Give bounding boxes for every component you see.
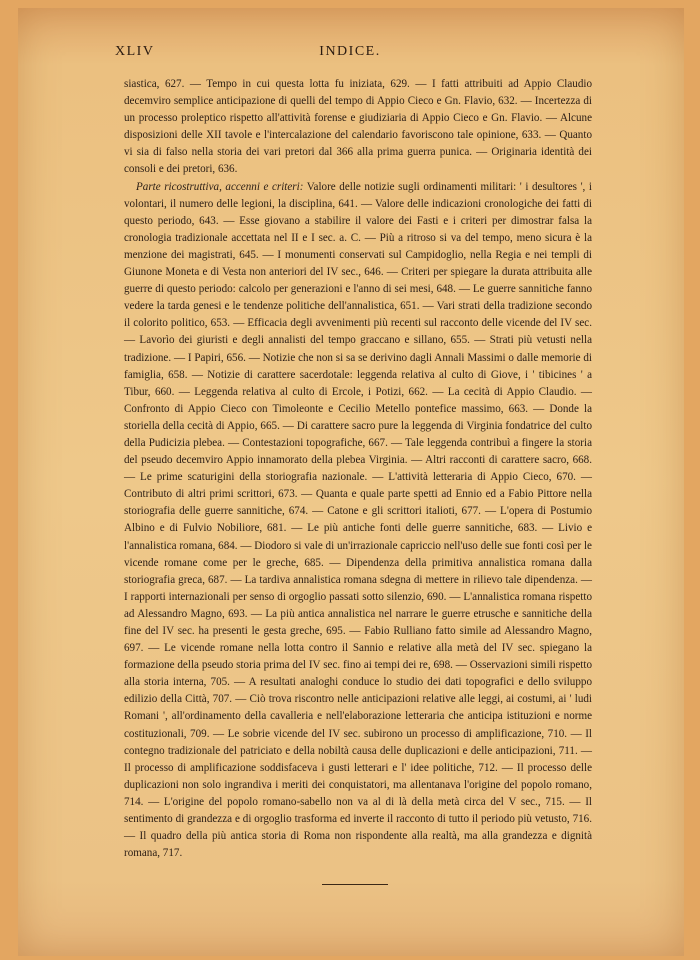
page-header (115, 44, 585, 64)
index-paragraph-1 (124, 76, 592, 179)
page-number: XLIV (115, 44, 155, 59)
paragraph-1-text: siastica, 627. — Tempo in cui questa lotta fu iniziata, 629. — I fatti attribuiti ad Appio Claudio decemviro semplice anticipazione di quelli del tempo di Appio Cieco e Gn. Flavio, 632. — Incertezza di un processo proleptico rispetto all'attività forense e giudiziaria di Appio Cieco e Gn. Flavio. — Alcune disposizioni delle XII tavole e l'intercalazione del calendario favoriscono tale opinione, 633. — Quanto vi sia di falso nella storia dei vari pretori dal 366 alla prima guerra punica. — Originaria identità dei consoli e dei pretori, 636. (124, 78, 592, 176)
page-title: INDICE. (319, 44, 381, 59)
closing-rule (322, 884, 388, 885)
section-heading: Parte ricostruttiva, accenni e criteri: (136, 180, 304, 193)
paragraph-2-text: Valore delle notizie sugli ordinamenti militari: ' i desultores ', i volontari, il numero delle legioni, la disciplina, 641. — Valore delle indicazioni cronologiche dei fatti di questo periodo, 643. — Esse giovano a stabilire il valore dei Fasti e i criteri per dimostrar falsa la cronologia tradizionale accettata nel II e I sec. a. C. — Più a ritroso si va del tempo, meno sicura è la menzione dei magistrati, 645. — I monumenti conservati sul Campidoglio, nella Regia e nei templi di Giunone Moneta e di Vesta non anteriori del IV sec., 646. — Criteri per spiegare la durata attribuita alle guerre di questo periodo: calcolo per generazioni e l'anno di sei mesi, 648. — Le guerre sannitiche fanno vedere la tarda genesi e le tendenze politiche dell'annalistica, 651. — Vari strati della tradizione secondo il colorito politico, 653. — Efficacia degli avvenimenti più recenti sul racconto delle vicende del IV sec. — Lavorìo dei giuristi e degli annalisti del tempo graccano e sillano, 655. — Strati più vetusti nella tradizione. — I Papiri, 656. — Notizie che non si sa se derivino dagli Annali Massimi o dalle memorie di famiglia, 658. — Notizie di carattere sacerdotale: leggenda relativa al culto di Giove, i ' tibicines ' a Tibur, 660. — Leggenda relativa al culto di Ercole, i Potizi, 662. — La cecità di Appio Claudio. — Confronto di Appio Cieco con Timoleonte e Cecilio Metello pontefice massimo, 663. — Donde la storiella della cecità di Appio, 665. — Di carattere sacro pure la leggenda di Virginia fondatrice del culto della Pudicizia plebea. — Contestazioni topografiche, 667. — Tale leggenda contribuì a fingere la storia del pseudo decemviro Appio innamorato della plebea Virginia. — Altri racconti di carattere sacro, 668. — Le prime scaturigini della storiografia nazionale. — L'attività letteraria di Appio Cieco, 670. — Contributo di altri primi scrittori, 673. — Quanta e quale parte spetti ad Ennio ed a Fabio Pittore nella storiografia delle guerre sannitiche, 674. — Catone e gli scrittori italioti, 677. — L'opera di Postumio Albino e di Fulvio Nobiliore, 681. — Le più antiche fonti delle guerre sannitiche, 683. — Livio e l'annalistica romana, 684. — Diodoro si vale di un'irrazionale capriccio nell'uso delle sue fonti così per le vicende romane come per le greche, 685. — Dipendenza della primitiva annalistica romana dalla storiografia greca, 687. — La tardiva annalistica romana sdegna di mettere in rilievo tale dipendenza. — I rapporti internazionali per senso di orgoglio passati sotto silenzio, 690. — L'annalistica romana rispetto ad Alessandro Magno, 693. — La più antica annalistica nel narrare le guerre etrusche e sannitiche della fine del IV sec. ha presenti le gesta greche, 695. — Fabio Rulliano fatto simile ad Alessandro Magno, 697. — Le vicende romane nella lotta contro il Sannio e relative alla metà del IV sec. spiegano la formazione della pseudo storia prima del IV sec. fino ai tempi dei re, 698. — Osservazioni simili rispetto alla storia interna, 705. — A resultati analoghi conduce lo studio dei dati topografici e dello sviluppo edilizio della Città, 707. — Ciò trova riscontro nelle anticipazioni relative alle leggi, ai costumi, ai ' ludi Romani ', all'ordinamento della cavalleria e nell'elaborazione letteraria che anticipa istituzioni e norme costituzionali, 709. — Le sobrie vicende del IV sec. subirono un processo di amplificazione, 710. — Il contegno tradizionale del patriciato e della nobiltà causa delle duplicazioni e delle anticipazioni, 711. — Il processo di amplificazione soddisfaceva i gusti letterari e l' idee politiche, 712. — Il processo delle duplicazioni non solo ingrandiva i meriti dei conquistatori, ma allentanava l'origine del popolo romano, 714. — L'origine del popolo romano-sabello non va al di là della metà circa del V sec., 715. — Il sentimento di grandezza e di orgoglio trasforma ed inverte il racconto di tutto il periodo più vetusto, 716. — Il quadro della più antica storia di Roma non rispondente alla realtà, ma alla grandezza e dignità romana, 717. (124, 180, 592, 860)
index-paragraph-2 (124, 179, 592, 863)
index-text (124, 76, 592, 862)
